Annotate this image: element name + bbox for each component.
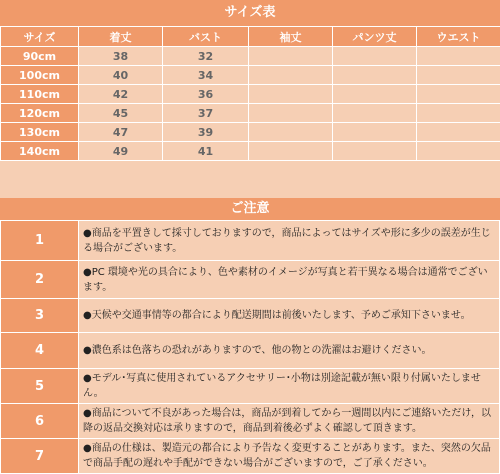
header-size: サイズ xyxy=(1,27,79,47)
waist-value xyxy=(417,66,500,85)
size-label: 100cm xyxy=(1,66,79,85)
table-row xyxy=(1,47,500,66)
note-number: 3 xyxy=(1,299,79,333)
header-sleeve: 袖丈 xyxy=(249,27,333,47)
size-label: 120cm xyxy=(1,104,79,123)
waist-value xyxy=(417,123,500,142)
sleeve-value xyxy=(249,85,333,104)
bust-value: 34 xyxy=(163,66,249,85)
note-number: 4 xyxy=(1,333,79,369)
waist-value xyxy=(417,85,500,104)
note-number: 5 xyxy=(1,369,79,404)
bust-value: 36 xyxy=(163,85,249,104)
note-row xyxy=(1,261,500,299)
note-number: 1 xyxy=(1,221,79,261)
header-pants: パンツ丈 xyxy=(333,27,417,47)
note-number: 7 xyxy=(1,439,79,474)
size-table xyxy=(0,26,500,161)
note-number: 2 xyxy=(1,261,79,299)
notes-table xyxy=(0,220,500,474)
sleeve-value xyxy=(249,47,333,66)
note-text: ●商品の仕様は、製造元の都合により予告なく変更することがあります。また、突然の欠品で商品手配の遅れや手配ができない場合がございますので，ご了承ください。 xyxy=(79,439,500,474)
sleeve-value xyxy=(249,104,333,123)
length-value: 49 xyxy=(79,142,163,161)
size-table-title: サイズ表 xyxy=(0,0,500,26)
header-bust: バスト xyxy=(163,27,249,47)
length-value: 38 xyxy=(79,47,163,66)
size-label: 130cm xyxy=(1,123,79,142)
length-value: 42 xyxy=(79,85,163,104)
note-row xyxy=(1,333,500,369)
note-text: ●PC 環境や光の具合により、色や素材のイメージが写真と若干異なる場合は通常でございます。 xyxy=(79,261,500,299)
length-value: 40 xyxy=(79,66,163,85)
note-row xyxy=(1,299,500,333)
note-text: ●モデル･写真に使用されているアクセサリー･小物は別途記載が無い限り付属いたしません。 xyxy=(79,369,500,404)
bust-value: 41 xyxy=(163,142,249,161)
table-row xyxy=(1,85,500,104)
note-row xyxy=(1,369,500,404)
note-text: ●天候や交通事情等の都合により配送期間は前後いたします、予めご承知下さいませ。 xyxy=(79,299,500,333)
pants-value xyxy=(333,142,417,161)
sleeve-value xyxy=(249,66,333,85)
table-row xyxy=(1,142,500,161)
header-waist: ウエスト xyxy=(417,27,500,47)
size-table-header-row xyxy=(1,27,500,47)
header-length: 着丈 xyxy=(79,27,163,47)
note-row xyxy=(1,404,500,439)
bust-value: 32 xyxy=(163,47,249,66)
note-row xyxy=(1,439,500,474)
size-label: 90cm xyxy=(1,47,79,66)
size-label: 140cm xyxy=(1,142,79,161)
notes-title: ご注意 xyxy=(0,198,500,220)
bust-value: 39 xyxy=(163,123,249,142)
table-row xyxy=(1,104,500,123)
bust-value: 37 xyxy=(163,104,249,123)
note-number: 6 xyxy=(1,404,79,439)
sleeve-value xyxy=(249,123,333,142)
size-label: 110cm xyxy=(1,85,79,104)
note-text: ●商品を平置きして採寸しておりますので，商品によってはサイズや形に多少の誤差が生じる場合がございます。 xyxy=(79,221,500,261)
pants-value xyxy=(333,123,417,142)
table-row xyxy=(1,123,500,142)
note-text: ●商品について不良があった場合は，商品が到着してから一週間以内にご連絡いただけ，以降の返品交換対応は承りますので，商品到着後必ずよく確認して頂きます。 xyxy=(79,404,500,439)
pants-value xyxy=(333,47,417,66)
pants-value xyxy=(333,85,417,104)
waist-value xyxy=(417,142,500,161)
note-text: ●濃色系は色落ちの恐れがありますので、他の物との洗濯はお避けください。 xyxy=(79,333,500,369)
note-row xyxy=(1,221,500,261)
sleeve-value xyxy=(249,142,333,161)
waist-value xyxy=(417,104,500,123)
length-value: 45 xyxy=(79,104,163,123)
pants-value xyxy=(333,104,417,123)
pants-value xyxy=(333,66,417,85)
waist-value xyxy=(417,47,500,66)
table-row xyxy=(1,66,500,85)
length-value: 47 xyxy=(79,123,163,142)
